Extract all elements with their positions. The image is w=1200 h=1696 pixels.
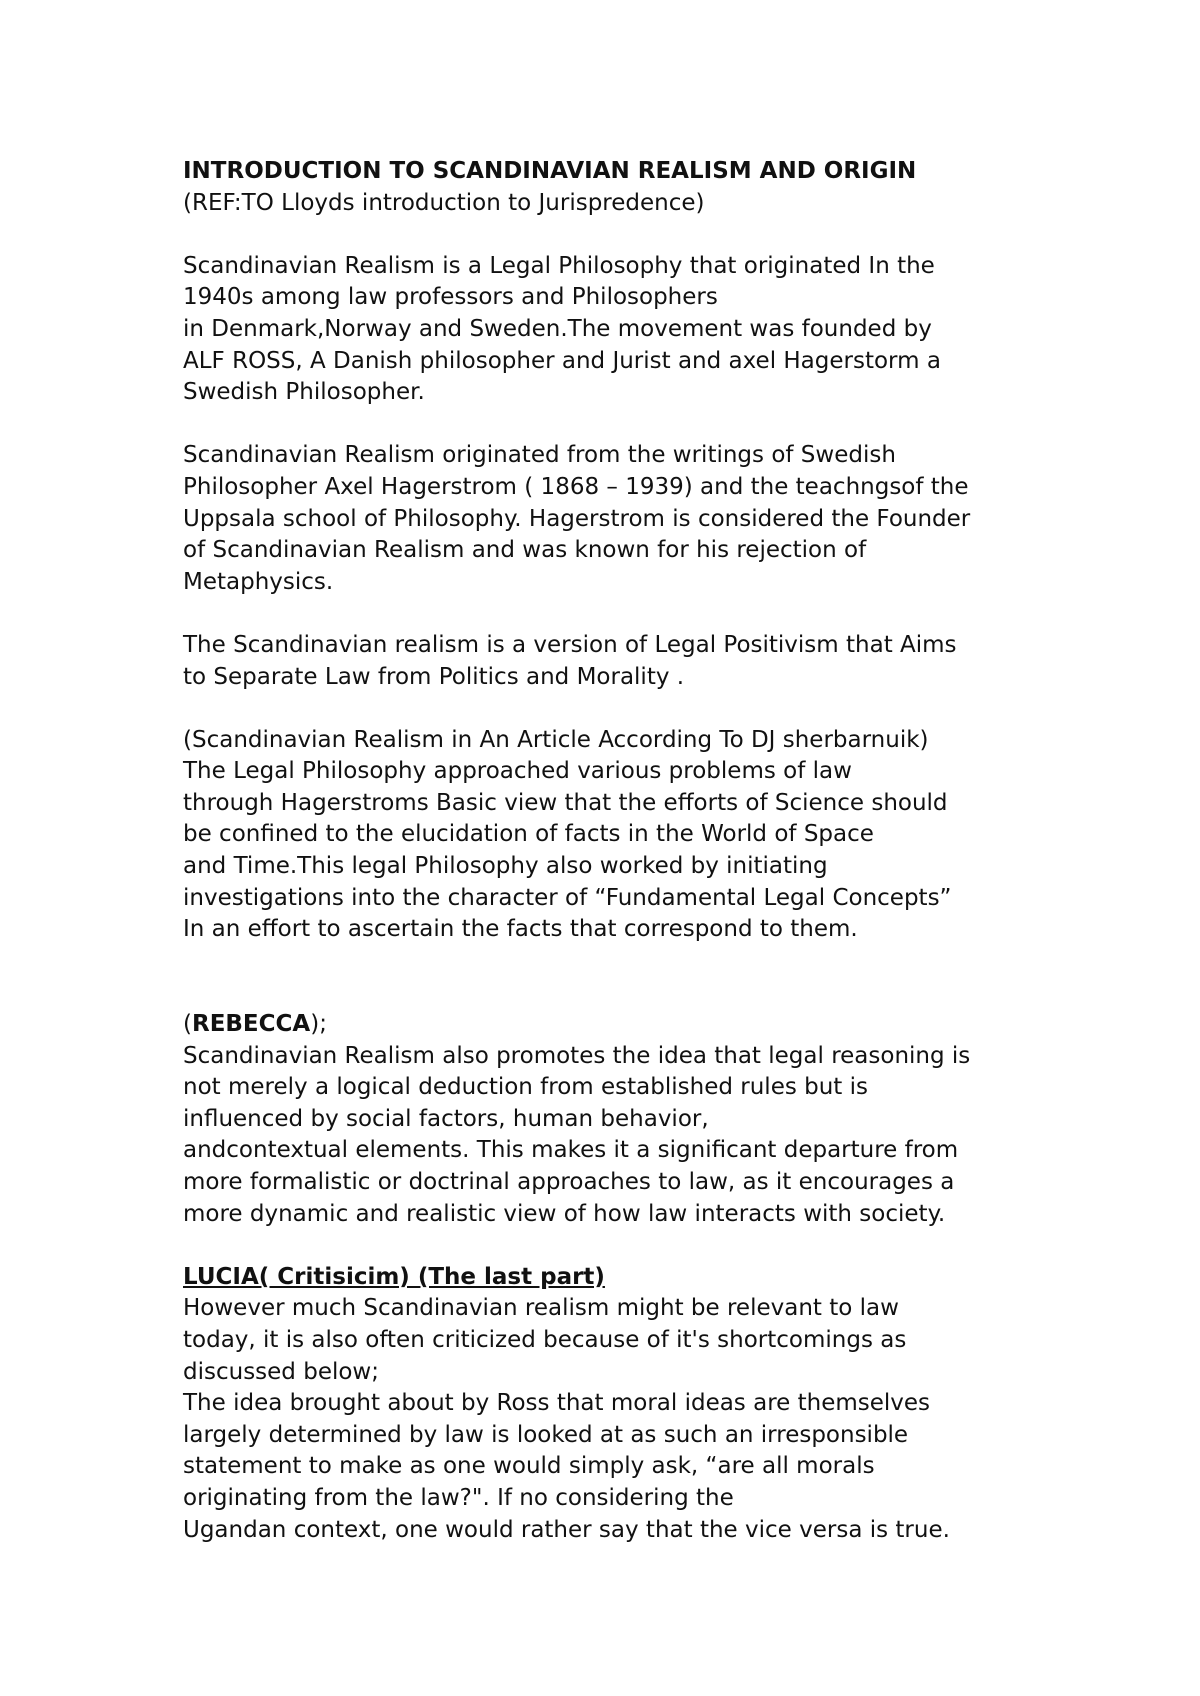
paragraph-line: The Scandinavian realism is a version of Legal Positivism that Aims	[183, 631, 957, 658]
paragraph-line: Ugandan context, one would rather say that the vice versa is true.	[183, 1516, 950, 1543]
paragraph-rebecca	[183, 1041, 1083, 1231]
spacer	[183, 598, 1083, 630]
paragraph-line: The Legal Philosophy approached various problems of law	[183, 758, 852, 785]
paragraph-line: However much Scandinavian realism might be relevant to law	[183, 1295, 899, 1322]
paragraph-line: Scandinavian Realism also promotes the idea that legal reasoning is	[183, 1042, 971, 1069]
spacer	[183, 219, 1083, 251]
paragraph-line: Uppsala school of Philosophy. Hagerstrom is considered the Founder	[183, 505, 971, 532]
paragraph-line: Metaphysics.	[183, 568, 334, 595]
spacer	[183, 977, 1083, 1009]
document-title: INTRODUCTION TO SCANDINAVIAN REALISM AND ORIGIN	[183, 158, 917, 184]
paragraph-line: originating from the law?". If no considering the	[183, 1484, 734, 1511]
spacer	[183, 409, 1083, 441]
spacer	[183, 946, 1083, 978]
paragraph-line: In an effort to ascertain the facts that correspond to them.	[183, 916, 858, 943]
paragraph-line: ALF ROSS, A Danish philosopher and Jurist and axel Hagerstorm a	[183, 347, 941, 374]
rebecca-close: );	[310, 1011, 327, 1038]
paragraph-line: andcontextual elements. This makes it a significant departure from	[183, 1137, 959, 1164]
paragraph-line: to Separate Law from Politics and Morality .	[183, 663, 685, 690]
paragraph-line: The idea brought about by Ross that moral ideas are themselves	[183, 1390, 931, 1417]
paragraph-line: be confined to the elucidation of facts in the World of Space	[183, 821, 874, 848]
paragraph-line: Scandinavian Realism is a Legal Philosophy that originated In the	[183, 252, 935, 279]
lucia-heading: LUCIA( Critisicim) (The last part)	[183, 1263, 605, 1290]
paragraph-line: through Hagerstroms Basic view that the efforts of Science should	[183, 789, 948, 816]
spacer	[183, 693, 1083, 725]
paragraph-line: (Scandinavian Realism in An Article According To DJ sherbarnuik)	[183, 726, 929, 753]
paragraph-positivism	[183, 630, 1083, 693]
paragraph-hagerstrom	[183, 440, 1083, 598]
rebecca-name: REBECCA	[191, 1011, 311, 1038]
paragraph-line: Philosopher Axel Hagerstrom ( 1868 – 1939) and the teachngsof the	[183, 473, 969, 500]
paragraph-line: Swedish Philosopher.	[183, 379, 425, 406]
paragraph-line: influenced by social factors, human behavior,	[183, 1105, 709, 1132]
paragraph-criticism	[183, 1293, 1083, 1546]
paragraph-line: not merely a logical deduction from established rules but is	[183, 1074, 869, 1101]
spacer	[183, 1230, 1083, 1262]
paragraph-line: in Denmark,Norway and Sweden.The movement was founded by	[183, 315, 932, 342]
paragraph-line: more formalistic or doctrinal approaches to law, as it encourages a	[183, 1169, 955, 1195]
paragraph-line: of Scandinavian Realism and was known for his rejection of	[183, 537, 867, 564]
paragraph-line: 1940s among law professors and Philosophers	[183, 284, 718, 311]
paragraph-sherbarnuik	[183, 725, 1083, 946]
paragraph-origin	[183, 251, 1083, 409]
paragraph-line: discussed below;	[183, 1358, 379, 1385]
paragraph-line: investigations into the character of “Fundamental Legal Concepts”	[183, 884, 952, 911]
reference-note: (REF:TO Lloyds introduction to Jurispredence)	[183, 189, 705, 216]
document-body	[183, 156, 1083, 1546]
paragraph-line: more dynamic and realistic view of how law interacts with society.	[183, 1200, 946, 1227]
paragraph-line: and Time.This legal Philosophy also worked by initiating	[183, 853, 828, 880]
rebecca-open: (	[183, 1011, 192, 1038]
paragraph-line: Scandinavian Realism originated from the writings of Swedish	[183, 442, 896, 469]
paragraph-line: statement to make as one would simply ask, “are all morals	[183, 1453, 875, 1480]
paragraph-line: largely determined by law is looked at as such an irresponsible	[183, 1421, 909, 1448]
paragraph-line: today, it is also often criticized because of it's shortcomings as	[183, 1326, 907, 1353]
rebecca-heading	[183, 1009, 1083, 1041]
